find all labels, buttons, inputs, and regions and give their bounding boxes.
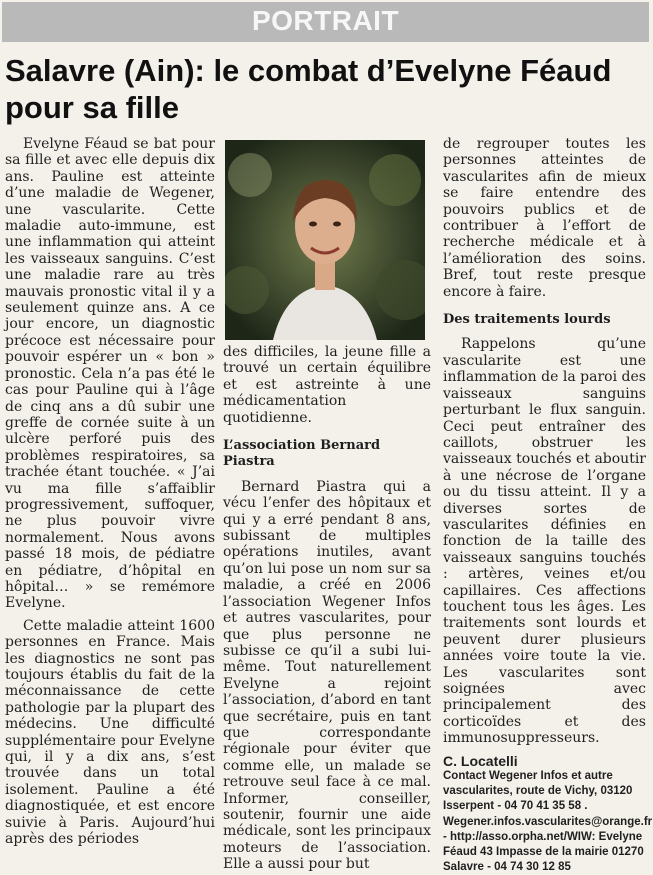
article-column-3 <box>443 136 653 875</box>
section-banner <box>2 2 649 42</box>
article-column-2 <box>223 344 431 873</box>
contact-info: Contact Wegener Infos et autre vascularites, route de Vichy, 03120 Isserpent - 04 70 41 35 58 . Wegener.infos.vascularites@orange.fr - http://asso.orpha.net/WIW: Evelyne Féaud 43 Impasse de la mairie 01270 Salavre - 04 74 30 12 85 <box>443 770 653 874</box>
portrait-photo <box>225 140 425 340</box>
section-heading: Des traitements lourds <box>443 312 611 328</box>
author-byline: C. Locatelli <box>443 752 518 769</box>
article-headline: Salavre (Ain): le combat d’Evelyne Féaud pour sa fille <box>5 53 612 125</box>
paragraph: Cette maladie atteint 1600 personnes en France. Mais les diagnostics ne sont pas toujours établis du fait de la méconnaissance de cette pathologie par la plupart des médecins. Une difficulté supplémentaire pour Evelyne qui, il y a dix ans, s’est trouvée dans un total isolement. Pauline a été diagnostiquée, et est encore suivie à Paris. Aujourd’hui après des périodes <box>5 617 215 848</box>
paragraph: de regrouper toutes les personnes atteintes de vascularites afin de mieux se faire entendre des pouvoirs publics et de contribuer à l’effort de recherche médicale et à l’amélioration des soins. Bref, tout reste presque encore à faire. <box>443 136 646 300</box>
paragraph: des difficiles, la jeune fille a trouvé un certain équilibre et est astreinte à une médicamentation quotidienne. <box>223 344 431 426</box>
paragraph: Bernard Piastra qui a vécu l’enfer des hôpitaux et qui y a erré pendant 8 ans, subissant de multiples opérations inutiles, avant qu’on lui pose un nom sur sa maladie, a créé en 2006 l’association Wegener Infos et autres vascularites, pour que plus personne ne subisse ce qu’il a subi lui-même. Tout naturellement Evelyne a rejoint l’association, d’abord en tant que secrétaire, puis en tant que correspondante régionale pour éviter que comme elle, un malade se retrouve seul face à ce mal. Informer, conseiller, soutenir, fournir une aide médicale, sont les principaux moteurs de l’association. Elle a aussi pour but <box>223 478 431 873</box>
section-heading: L’association Bernard Piastra <box>223 438 381 470</box>
paragraph: Evelyne Féaud se bat pour sa fille et avec elle depuis dix ans. Pauline est atteinte d’une maladie de Wegener, une vascularite. Cette maladie auto-immune, est une inflammation qui atteint les vaisseaux sanguins. C’est une maladie rare au très mauvais pronostic vital il y a seulement quinze ans. A ce jour encore, un diagnostic précoce est nécessaire pour pouvoir espérer un « bon » pronostic. Cela n’a pas été le cas pour Pauline qui à l’âge de cinq ans a dû subir une greffe de cornée suite à un ulcère perforé puis des problèmes respiratoires, sa trachée étant touchée. « J’ai vu ma fille s’affaiblir progressivement, suffoquer, ne plus pouvoir vivre normalement. Nous avons passé 18 mois, de pédiatre en pédiatre, d’hôpital en hôpital… » se remémore Evelyne. <box>5 136 215 612</box>
article-column-1 <box>5 136 215 847</box>
portrait-photo-icon <box>225 140 425 340</box>
paragraph: Rappelons qu’une vascularite est une inflammation de la paroi des vaisseaux sanguins perturbant le flux sanguin. Ceci peut entraîner des caillots, obstruer les vaisseaux touchés et aboutir à une nécrose de l’organe ou du tissu atteint. Il y a diverses sortes de vascularites définies en fonction de la taille des vaisseaux sanguins touchés : artères, veines et/ou capillaires. Ces affections touchent tous les âges. Les traitements sont lourds et peuvent durer plusieurs années voire toute la vie. Les vascularites sont soignées avec principalement des corticoïdes et des immunosuppresseurs. <box>443 336 646 747</box>
section-label: PORTRAIT <box>251 5 400 36</box>
